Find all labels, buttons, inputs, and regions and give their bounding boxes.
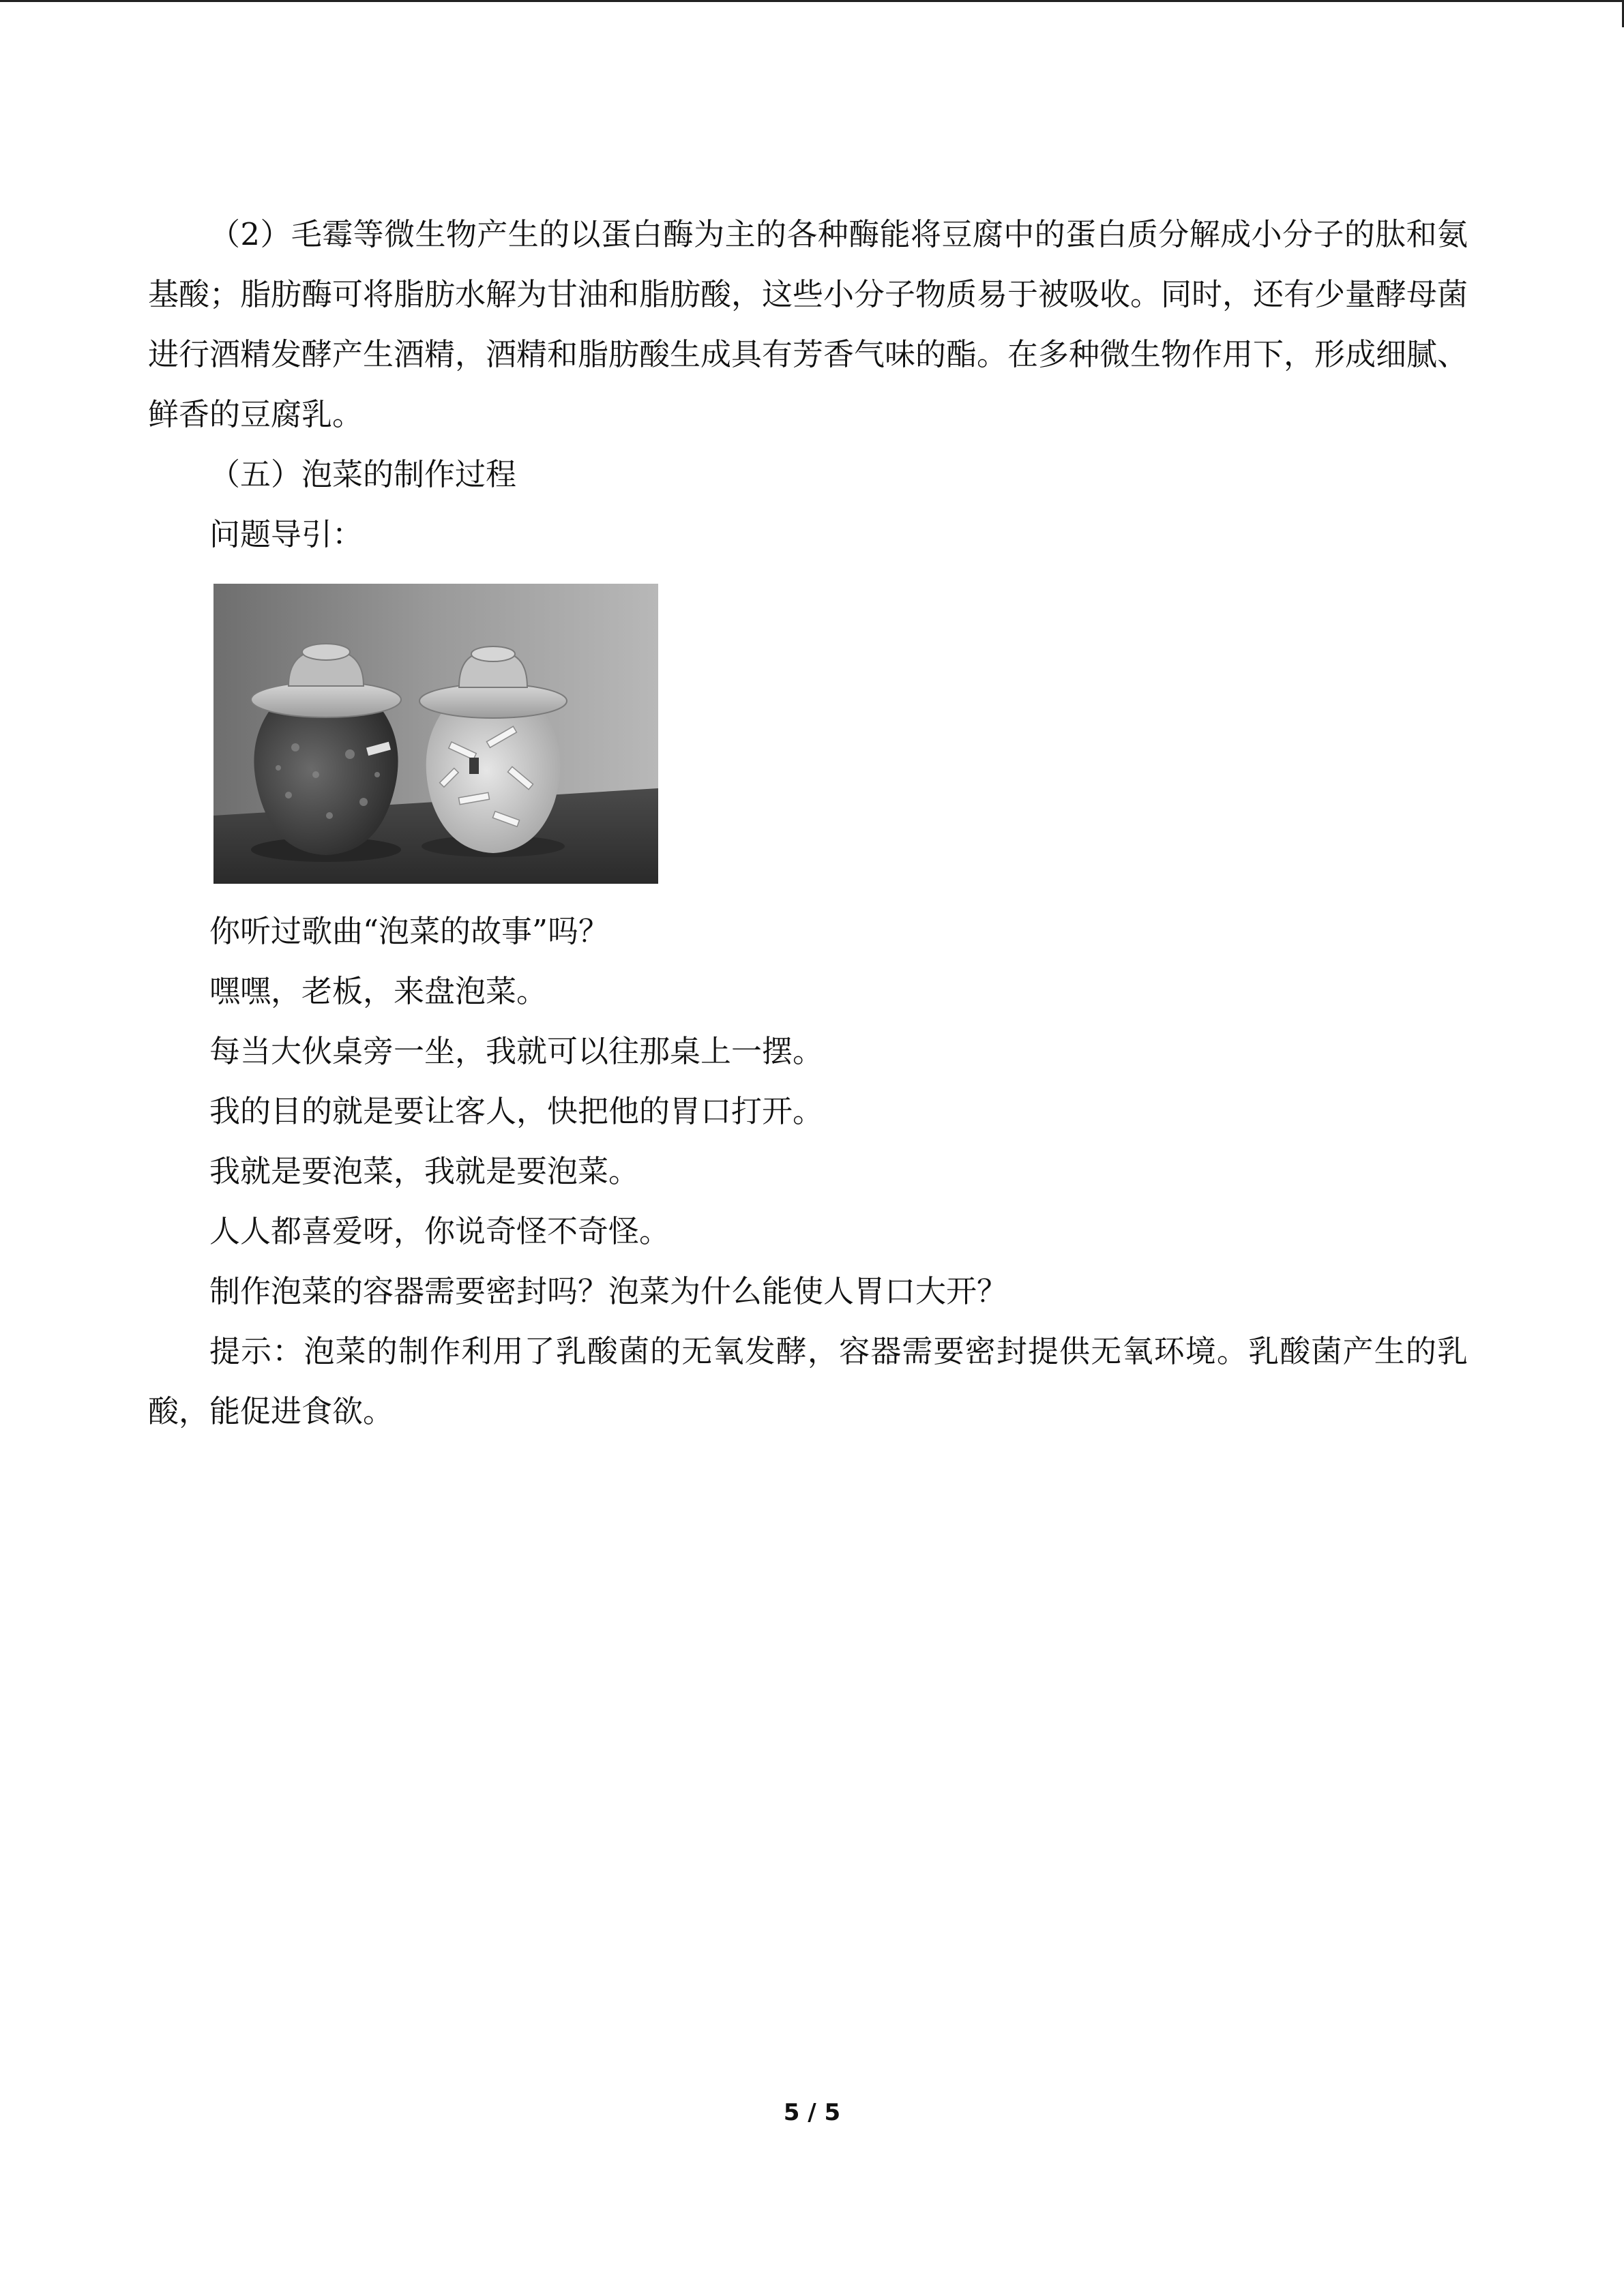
pickle-jars-image	[213, 584, 658, 884]
lyric-line-1: 嘿嘿，老板，来盘泡菜。	[209, 973, 548, 1009]
pickle-jars-photo	[213, 584, 658, 884]
hint-paragraph: 提示：泡菜的制作利用了乳酸菌的无氧发酵，容器需要密封提供无氧环境。乳酸菌产生的乳酸，能促进食欲。	[148, 1333, 1468, 1429]
lyric-line-5: 人人都喜爱呀，你说奇怪不奇怪。	[209, 1213, 670, 1249]
section-heading-pickle-process: （五）泡菜的制作过程	[209, 456, 517, 492]
discussion-question: 制作泡菜的容器需要密封吗？泡菜为什么能使人胃口大开？	[209, 1273, 1008, 1309]
document-body	[148, 205, 1468, 1442]
top-border-line	[0, 0, 1624, 2]
paragraph-enzyme-explanation: （2）毛霉等微生物产生的以蛋白酶为主的各种酶能将豆腐中的蛋白质分解成小分子的肽和氨基酸；脂肪酶可将脂肪水解为甘油和脂肪酸，这些小分子物质易于被吸收。同时，还有少量酵母菌进行酒精发酵产生酒精，酒精和脂肪酸生成具有芳香气味的酯。在多种微生物作用下，形成细腻、鲜香的豆腐乳。	[148, 216, 1468, 432]
question-guide-label: 问题导引：	[209, 516, 364, 552]
song-question: 你听过歌曲“泡菜的故事”吗？	[209, 913, 610, 949]
lyric-line-4: 我就是要泡菜，我就是要泡菜。	[209, 1153, 640, 1189]
lyric-line-3: 我的目的就是要让客人，快把他的胃口打开。	[209, 1093, 824, 1129]
lyric-line-2: 每当大伙桌旁一坐，我就可以往那桌上一摆。	[209, 1033, 824, 1069]
page-number: 5 / 5	[783, 2099, 841, 2126]
